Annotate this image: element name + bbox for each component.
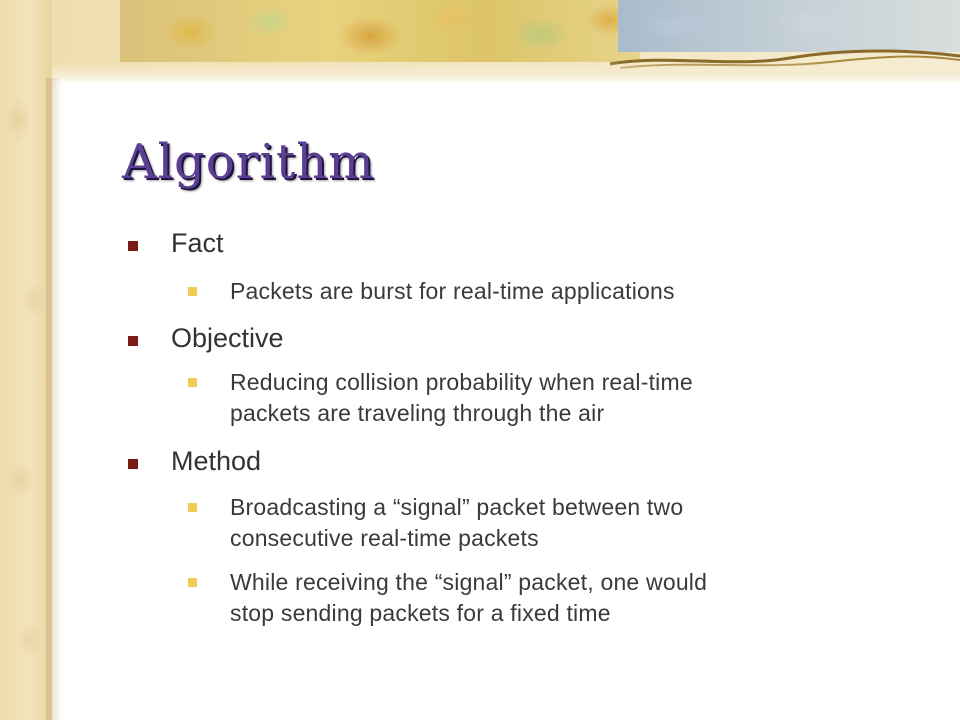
level2-bullet-marker [188,578,197,587]
parchment-strip [0,0,52,720]
bullet-heading-fact: Fact [171,228,224,258]
slide-title: Algorithm [122,134,375,190]
page-shadow [46,78,62,720]
text-line: Packets are burst for real-time applications [230,278,675,304]
text-line: packets are traveling through the air [230,400,605,426]
level2-bullet-marker [188,287,197,296]
text-line: Broadcasting a “signal” packet between two [230,494,684,520]
level1-bullet-marker [128,336,138,346]
sub-bullet-method-2 [230,567,707,629]
sub-bullet-method-1 [230,492,683,554]
level2-bullet-marker [188,503,197,512]
sub-bullet-objective-1 [230,367,693,429]
text-line: consecutive real-time packets [230,525,539,551]
text-line: stop sending packets for a fixed time [230,600,611,626]
bullet-heading-objective: Objective [171,323,284,353]
level1-bullet-marker [128,241,138,251]
banner-fade [0,62,960,84]
text-line: While receiving the “signal” packet, one would [230,569,708,595]
leaf-pattern-image [120,0,640,62]
level1-bullet-marker [128,459,138,469]
sub-bullet-fact-1 [230,276,675,307]
text-line: Reducing collision probability when real-time [230,369,693,395]
decorative-banner [0,0,960,80]
bullet-heading-method: Method [171,446,262,476]
level2-bullet-marker [188,378,197,387]
